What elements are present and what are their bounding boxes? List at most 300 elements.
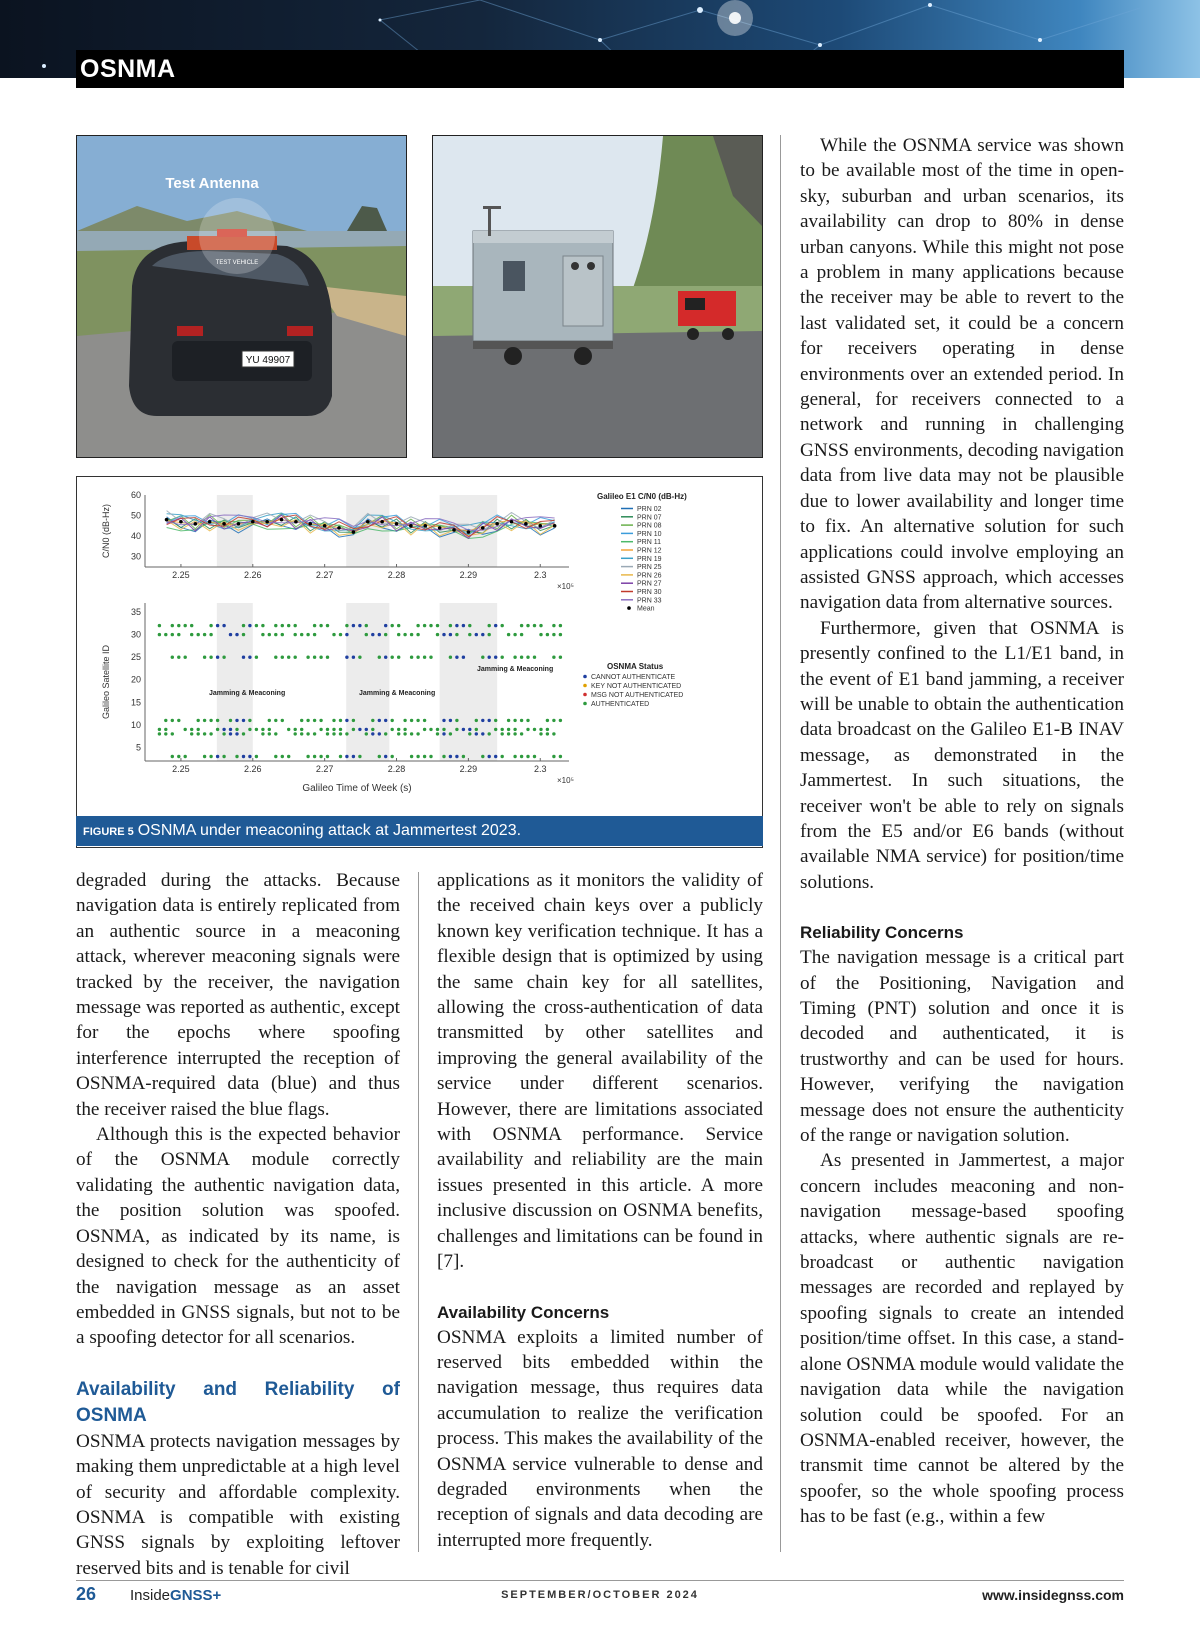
cn0-mean-point	[495, 522, 499, 526]
status-point	[190, 633, 193, 636]
x-tick-label: 2.29	[459, 764, 478, 774]
roof-sign: TEST VEHICLE	[215, 260, 259, 266]
status-point	[513, 633, 516, 636]
status-point	[313, 719, 316, 722]
status-point	[268, 719, 271, 722]
status-point	[229, 719, 232, 722]
cn0-mean-point	[308, 522, 312, 526]
status-point	[222, 624, 225, 627]
status-point	[171, 732, 174, 735]
status-point	[403, 732, 406, 735]
status-point	[319, 624, 322, 627]
status-point	[352, 719, 355, 722]
status-point	[177, 719, 180, 722]
status-point	[352, 728, 355, 731]
status-point	[416, 656, 419, 659]
cn0-mean-point	[265, 520, 269, 524]
status-point	[313, 755, 316, 758]
cn0-mean-point	[423, 524, 427, 528]
status-point	[384, 732, 387, 735]
status-point	[190, 624, 193, 627]
section-title: OSNMA	[80, 55, 176, 83]
test-vehicle-photo	[76, 135, 407, 458]
status-point	[294, 633, 297, 636]
legend-entry: MSG NOT AUTHENTICATED	[591, 692, 684, 699]
status-point	[416, 755, 419, 758]
figure-5-chart	[76, 476, 763, 848]
status-point	[326, 755, 329, 758]
status-point	[416, 633, 419, 636]
status-point	[332, 719, 335, 722]
column-2	[437, 868, 763, 1553]
y-tick-label: 30	[130, 551, 141, 562]
legend-entry: PRN 10	[637, 530, 662, 538]
status-point	[306, 656, 309, 659]
cn0-mean-point	[409, 524, 413, 528]
status-point	[216, 719, 219, 722]
status-point	[255, 656, 258, 659]
status-point	[365, 732, 368, 735]
status-point	[559, 624, 562, 627]
status-point	[345, 719, 348, 722]
status-point	[449, 732, 452, 735]
status-point	[378, 755, 381, 758]
y-tick-label: 10	[130, 719, 141, 730]
status-point	[436, 732, 439, 735]
cn0-mean-point	[208, 520, 212, 524]
status-point	[462, 624, 465, 627]
legend-title-cn0: Galileo E1 C/N0 (dB-Hz)	[597, 492, 687, 501]
status-point	[559, 719, 562, 722]
x-tick-label: 2.27	[315, 570, 334, 580]
status-point	[190, 728, 193, 731]
status-point	[235, 755, 238, 758]
status-point	[507, 728, 510, 731]
status-point	[222, 728, 225, 731]
status-point	[410, 755, 413, 758]
status-point	[255, 728, 258, 731]
status-point	[520, 633, 523, 636]
x-tick-label: 2.3	[533, 764, 547, 774]
col1-paragraph-1: degraded during the attacks. Because navigation data is entirely replicated from an authentic source in a meaconing attack, wherever meaconing signals were tracked by the receiver, the navigation message was reported as authentic, except for the epochs where spoofing interference interrupted the reception of OSNMA-required data (blue) and thus the receiver raised the blue flags.	[76, 870, 400, 1120]
status-point	[255, 755, 258, 758]
col3-paragraph-3: The navigation message is a critical part of the Positioning, Navigation and Timing (PNT) solution and once it is decoded and authenticated, it is trustworthy and can be used for hours. However, verifying the navigation message does not ensure the authenticity of the range or navigation solution.	[800, 947, 1124, 1147]
footer-rule	[76, 1580, 1124, 1581]
status-point	[455, 656, 458, 659]
status-point	[449, 656, 452, 659]
status-point	[222, 732, 225, 735]
status-point	[429, 656, 432, 659]
status-point	[300, 732, 303, 735]
status-point	[410, 732, 413, 735]
status-point	[397, 732, 400, 735]
status-point	[526, 624, 529, 627]
status-point	[397, 728, 400, 731]
status-point	[352, 624, 355, 627]
status-point	[501, 728, 504, 731]
status-point	[274, 633, 277, 636]
status-point	[177, 633, 180, 636]
status-point	[164, 719, 167, 722]
status-point	[197, 732, 200, 735]
status-point	[378, 719, 381, 722]
status-point	[526, 728, 529, 731]
status-point	[539, 624, 542, 627]
x-multiplier: ×10⁵	[557, 582, 574, 591]
cn0-mean-point	[280, 518, 284, 522]
availability-reliability-heading: Availability and Reliability of OSNMA	[76, 1378, 400, 1426]
status-point	[171, 755, 174, 758]
status-point	[384, 755, 387, 758]
status-point	[488, 633, 491, 636]
status-point	[197, 728, 200, 731]
status-point	[552, 633, 555, 636]
legend-entry: PRN 33	[637, 597, 662, 605]
status-point	[501, 656, 504, 659]
status-point	[371, 728, 374, 731]
status-point	[358, 728, 361, 731]
status-point	[533, 624, 536, 627]
status-point	[203, 656, 206, 659]
status-point	[203, 755, 206, 758]
col2-paragraph-2: OSNMA exploits a limited number of reserved bits embedded within the navigation message, thus requires data accumulation to realize the verification process. This makes the availability of the OSNMA service vulnerable to dense and degraded environments when the reception of signals and data decoding are interrupted more frequently.	[437, 1326, 763, 1551]
cn0-mean-point	[352, 530, 356, 534]
status-point	[371, 732, 374, 735]
status-point	[416, 732, 419, 735]
cn0-mean-point	[222, 522, 226, 526]
cn0-mean-point	[524, 522, 528, 526]
status-point	[242, 755, 245, 758]
status-point	[455, 728, 458, 731]
status-point	[164, 732, 167, 735]
x-tick-label: 2.29	[459, 570, 478, 580]
status-point	[319, 755, 322, 758]
y-axis-label-satellite: Galileo Satellite ID	[101, 644, 111, 720]
status-point	[449, 719, 452, 722]
status-point	[319, 656, 322, 659]
status-point	[171, 633, 174, 636]
status-point	[449, 624, 452, 627]
status-point	[197, 633, 200, 636]
status-point	[255, 624, 258, 627]
status-point	[345, 755, 348, 758]
status-point	[313, 656, 316, 659]
status-point	[158, 624, 161, 627]
status-point	[352, 755, 355, 758]
status-point	[345, 656, 348, 659]
status-point	[171, 624, 174, 627]
status-point	[326, 624, 329, 627]
status-point	[507, 719, 510, 722]
status-point	[326, 728, 329, 731]
status-point	[488, 719, 491, 722]
status-point	[455, 624, 458, 627]
status-point	[358, 755, 361, 758]
status-point	[158, 728, 161, 731]
status-point	[287, 755, 290, 758]
status-point	[216, 656, 219, 659]
column-3	[800, 133, 1124, 1530]
legend-entry: PRN 11	[637, 539, 661, 547]
legend-entry: CANNOT AUTHENTICATE	[591, 674, 676, 681]
status-point	[539, 732, 542, 735]
status-point	[397, 624, 400, 627]
magazine-prefix: Inside	[130, 1587, 171, 1604]
status-point	[261, 624, 264, 627]
status-point	[203, 719, 206, 722]
status-point	[423, 755, 426, 758]
status-point	[313, 732, 316, 735]
x-tick-label: 2.3	[533, 570, 547, 580]
status-point	[546, 728, 549, 731]
status-point	[177, 624, 180, 627]
status-point	[371, 719, 374, 722]
status-point	[513, 728, 516, 731]
status-point	[501, 732, 504, 735]
status-point	[494, 755, 497, 758]
status-point	[520, 656, 523, 659]
col1-paragraph-2: Although this is the expected behavior of the OSNMA module correctly validating the authentic navigation data, the position solution was spoofed. OSNMA, as indicated by its name, is designed to check for the authenticity of the navigation message as an asset embedded in GNSS signals, but not to be a spoofing detector for all scenarios.	[76, 1124, 400, 1349]
cn0-mean-point	[481, 526, 485, 530]
status-point	[287, 728, 290, 731]
magazine-brand: GNSS+	[170, 1587, 222, 1604]
status-point	[248, 624, 251, 627]
status-point	[248, 656, 251, 659]
status-point	[171, 719, 174, 722]
legend-entry: PRN 25	[637, 564, 662, 572]
y-tick-label: 15	[130, 697, 141, 708]
status-point	[222, 656, 225, 659]
status-point	[507, 732, 510, 735]
status-point	[494, 656, 497, 659]
x-tick-label: 2.25	[172, 570, 190, 580]
status-point	[455, 719, 458, 722]
status-point	[306, 755, 309, 758]
cn0-mean-point	[165, 518, 169, 522]
status-point	[436, 633, 439, 636]
status-point	[345, 732, 348, 735]
cn0-mean-point	[452, 528, 456, 532]
status-point	[294, 728, 297, 731]
status-point	[248, 755, 251, 758]
status-point	[442, 755, 445, 758]
legend-marker	[583, 684, 587, 688]
status-point	[468, 624, 471, 627]
status-point	[274, 624, 277, 627]
figure-caption-text: OSNMA under meaconing attack at Jammertest 2023.	[137, 822, 522, 839]
status-point	[261, 728, 264, 731]
status-point	[352, 656, 355, 659]
status-point	[494, 624, 497, 627]
status-point	[339, 728, 342, 731]
status-point	[158, 633, 161, 636]
status-point	[391, 728, 394, 731]
legend-marker	[583, 702, 587, 706]
status-point	[274, 656, 277, 659]
test-trailer-photo	[432, 135, 763, 458]
status-point	[449, 633, 452, 636]
status-point	[242, 656, 245, 659]
legend-entry: PRN 02	[637, 506, 662, 513]
status-point	[513, 656, 516, 659]
status-point	[442, 633, 445, 636]
status-point	[526, 755, 529, 758]
col1-paragraph-3: OSNMA protects navigation messages by making them unpredictable at a high level of security and affordable complexity. OSNMA is compatible with existing GNSS signals by exploiting leftover reserved bits and is tenable for civil	[76, 1430, 400, 1579]
status-point	[306, 633, 309, 636]
status-point	[177, 656, 180, 659]
status-point	[378, 732, 381, 735]
status-point	[300, 728, 303, 731]
status-point	[184, 656, 187, 659]
status-point	[552, 755, 555, 758]
status-point	[533, 728, 536, 731]
status-point	[229, 728, 232, 731]
status-point	[242, 719, 245, 722]
status-point	[520, 719, 523, 722]
status-point	[319, 728, 322, 731]
issue-date: SEPTEMBER/OCTOBER 2024	[501, 1589, 699, 1601]
y-axis-label-cn0: C/N0 (dB-Hz)	[101, 503, 111, 559]
status-point	[520, 624, 523, 627]
legend-entry: PRN 27	[637, 580, 662, 588]
status-point	[158, 732, 161, 735]
cn0-mean-point	[323, 524, 327, 528]
status-point	[449, 755, 452, 758]
legend-entry: PRN 12	[637, 547, 662, 555]
status-point	[513, 732, 516, 735]
status-point	[326, 656, 329, 659]
cn0-mean-point	[294, 520, 298, 524]
status-point	[539, 633, 542, 636]
status-point	[248, 728, 251, 731]
status-point	[216, 728, 219, 731]
status-point	[313, 633, 316, 636]
jamming-annotation: Jamming & Meaconing	[477, 666, 554, 673]
status-point	[190, 732, 193, 735]
status-point	[507, 633, 510, 636]
status-point	[216, 755, 219, 758]
status-point	[326, 732, 329, 735]
status-point	[365, 633, 368, 636]
status-point	[365, 624, 368, 627]
legend-entry: PRN 26	[637, 572, 662, 580]
status-point	[526, 656, 529, 659]
status-point	[261, 633, 264, 636]
status-point	[209, 656, 212, 659]
status-point	[488, 624, 491, 627]
status-point	[488, 755, 491, 758]
status-point	[391, 719, 394, 722]
test-antenna-label: Test Antenna	[165, 175, 259, 192]
column-rule-2	[780, 135, 781, 1552]
status-point	[209, 624, 212, 627]
status-point	[209, 633, 212, 636]
status-point	[481, 719, 484, 722]
cn0-mean-point	[380, 520, 384, 524]
column-rule-1	[418, 872, 419, 1552]
status-point	[274, 755, 277, 758]
status-point	[384, 719, 387, 722]
status-point	[462, 728, 465, 731]
legend-marker	[583, 693, 587, 697]
status-point	[222, 755, 225, 758]
status-point	[436, 624, 439, 627]
status-point	[306, 732, 309, 735]
status-point	[242, 732, 245, 735]
status-point	[248, 719, 251, 722]
status-point	[455, 633, 458, 636]
status-point	[184, 755, 187, 758]
status-point	[546, 719, 549, 722]
status-point	[319, 719, 322, 722]
status-point	[468, 633, 471, 636]
legend-entry: PRN 08	[637, 522, 662, 530]
status-point	[475, 728, 478, 731]
figure-5-chart-svg	[77, 477, 762, 817]
cn0-mean-point	[538, 524, 542, 528]
status-point	[384, 656, 387, 659]
col3-paragraph-1: While the OSNMA service was shown to be available most of the time in open-sky, suburban and urban scenarios, its availability can drop to 80% in dense urban canyons. While this might not pose a problem in many applications because the receiver may be able to revert to the last validated set, it could be a concern for receivers operating in dense environments over an extended period. In general, for receivers connected to a network and running in challenging GNSS environments, decoding navigation data from live data may not be plausible due to lower availability and longer time to fix. An alternative solution for such applications could involve employing an assisted GNSS approach, which accesses navigation data from alternative sources.	[800, 135, 1125, 614]
status-point	[203, 633, 206, 636]
status-point	[358, 656, 361, 659]
legend-title-status: OSNMA Status	[607, 662, 664, 671]
status-point	[235, 633, 238, 636]
status-point	[403, 719, 406, 722]
status-point	[384, 633, 387, 636]
status-point	[533, 656, 536, 659]
cn0-mean-point	[237, 522, 241, 526]
figure-label: FIGURE 5	[83, 826, 134, 838]
status-point	[423, 728, 426, 731]
page-number: 26	[76, 1584, 97, 1604]
reliability-concerns-heading: Reliability Concerns	[800, 923, 964, 943]
y-tick-label: 5	[135, 742, 141, 753]
status-point	[171, 656, 174, 659]
y-tick-label: 25	[130, 652, 141, 663]
status-point	[436, 728, 439, 731]
x-tick-label: 2.28	[387, 764, 406, 774]
status-point	[559, 755, 562, 758]
cn0-mean-point	[510, 520, 514, 524]
cn0-mean-point	[337, 526, 341, 530]
status-point	[332, 732, 335, 735]
status-point	[410, 719, 413, 722]
status-point	[184, 728, 187, 731]
status-point	[203, 732, 206, 735]
status-point	[488, 732, 491, 735]
status-point	[397, 656, 400, 659]
status-point	[455, 755, 458, 758]
section-header	[76, 50, 1124, 88]
status-point	[494, 728, 497, 731]
website-link[interactable]: www.insidegnss.com	[982, 1587, 1124, 1603]
status-point	[235, 728, 238, 731]
status-point	[468, 728, 471, 731]
status-point	[429, 755, 432, 758]
y-tick-label: 30	[130, 629, 141, 640]
x-tick-label: 2.26	[244, 764, 262, 774]
status-point	[229, 633, 232, 636]
status-point	[281, 624, 284, 627]
status-point	[209, 719, 212, 722]
status-point	[533, 755, 536, 758]
status-point	[429, 624, 432, 627]
status-point	[281, 656, 284, 659]
x-tick-label: 2.25	[172, 764, 190, 774]
y-tick-label: 50	[130, 510, 141, 521]
status-point	[391, 755, 394, 758]
legend-entry: KEY NOT AUTHENTICATED	[591, 683, 682, 690]
